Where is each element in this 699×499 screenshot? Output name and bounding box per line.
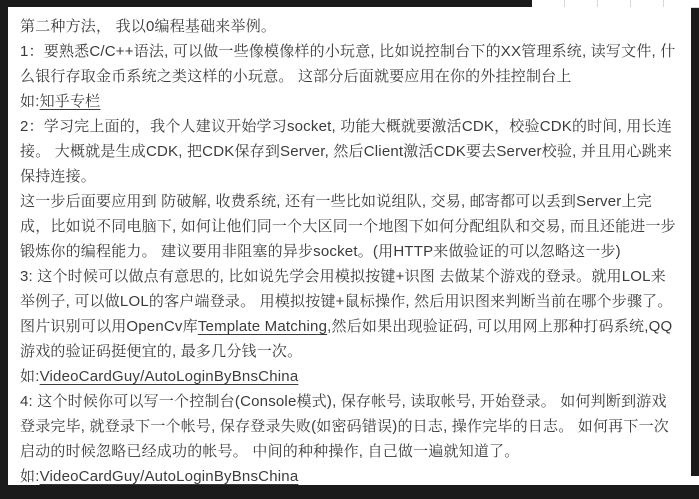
spreadsheet-cell [531, 0, 565, 7]
image-border-top [0, 0, 532, 7]
inline-link[interactable]: VideoCardGuy/AutoLoginByBnsChina [39, 368, 299, 385]
text-segment: 如: [20, 468, 40, 485]
image-border-right [691, 8, 699, 476]
text-segment: 4: 这个时候你可以写一个控制台(Console模式), 保存帐号, 读取帐号, 开始登录。 如何判断到游戏登录完毕, 就登录下一个帐号, 保存登录失败(如密码错误)的日志, 操作完毕的日志。 如何再下一次启动的时候忽略已经成功的帐号。 中间的种种操作, 自己做一遍就知道了。 [20, 393, 669, 460]
paragraph [20, 364, 679, 389]
paragraph [20, 39, 679, 89]
image-border-bottom [0, 485, 699, 499]
text-segment: 3: 这个时候可以做点有意思的, 比如说先学会用模拟按键+识图 去做某个游戏的登录。就用LOL来举例子, 可以做LOL的客户端登录。 用模拟按键+鼠标操作, 然后用识图来判断当前在哪个步骤了。 图片识别可以用OpenCv库 [20, 268, 673, 335]
paragraph [20, 114, 679, 189]
text-segment: 如: [20, 368, 40, 385]
text-segment: 2：学习完上面的，我个人建议开始学习socket, 功能大概就要激活CDK，校验CDK的时间, 用长连接。 大概就是生成CDK, 把CDK保存到Server, 然后Client激活CDK要去Server校验, 并且用心跳来保持连接。 [20, 118, 673, 185]
text-segment: 1：要熟悉C/C++语法, 可以做一些像模像样的小玩意, 比如说控制台下的XX管理系统, 读写文件, 什么银行存取金币系统之类这样的小玩意。 这部分后面就要应用在你的外挂控制台上 [20, 43, 676, 85]
paragraph [20, 264, 679, 364]
paragraph [20, 89, 679, 114]
text-segment: ,然后如果出现验证码, 可以用网上那种打码系统,QQ游戏的验证码挺便宜的, 最多几分钱一次。 [20, 318, 673, 360]
spreadsheet-cell [565, 0, 598, 7]
inline-link[interactable]: Template Matching [197, 318, 328, 335]
text-segment: 如: [20, 93, 40, 110]
spreadsheet-cell [664, 0, 699, 7]
text-segment: 第二种方法， 我以0编程基础来举例。 [20, 18, 277, 35]
paragraph [20, 14, 679, 39]
paragraph [20, 464, 679, 485]
spreadsheet-cell [598, 0, 631, 7]
spreadsheet-cell [631, 0, 664, 7]
inline-link[interactable]: 知乎专栏 [39, 93, 101, 110]
text-segment: 这一步后面要应用到 防破解, 收费系统, 还有一些比如说组队, 交易, 邮寄都可以丢到Server上完成，比如说不同电脑下, 如何让他们同一个大区同一个地图下如何分配组队和交易, 而且还能进一步锻炼你的编程能力。 建议要用非阻塞的异步socket。(用HTTP来做验证的可以忽略这一步) [20, 193, 676, 260]
image-border-left [0, 0, 8, 486]
inline-link[interactable]: VideoCardGuy/AutoLoginByBnsChina [39, 468, 299, 485]
article-content [8, 7, 691, 485]
paragraph [20, 389, 679, 464]
paragraph [20, 189, 679, 264]
